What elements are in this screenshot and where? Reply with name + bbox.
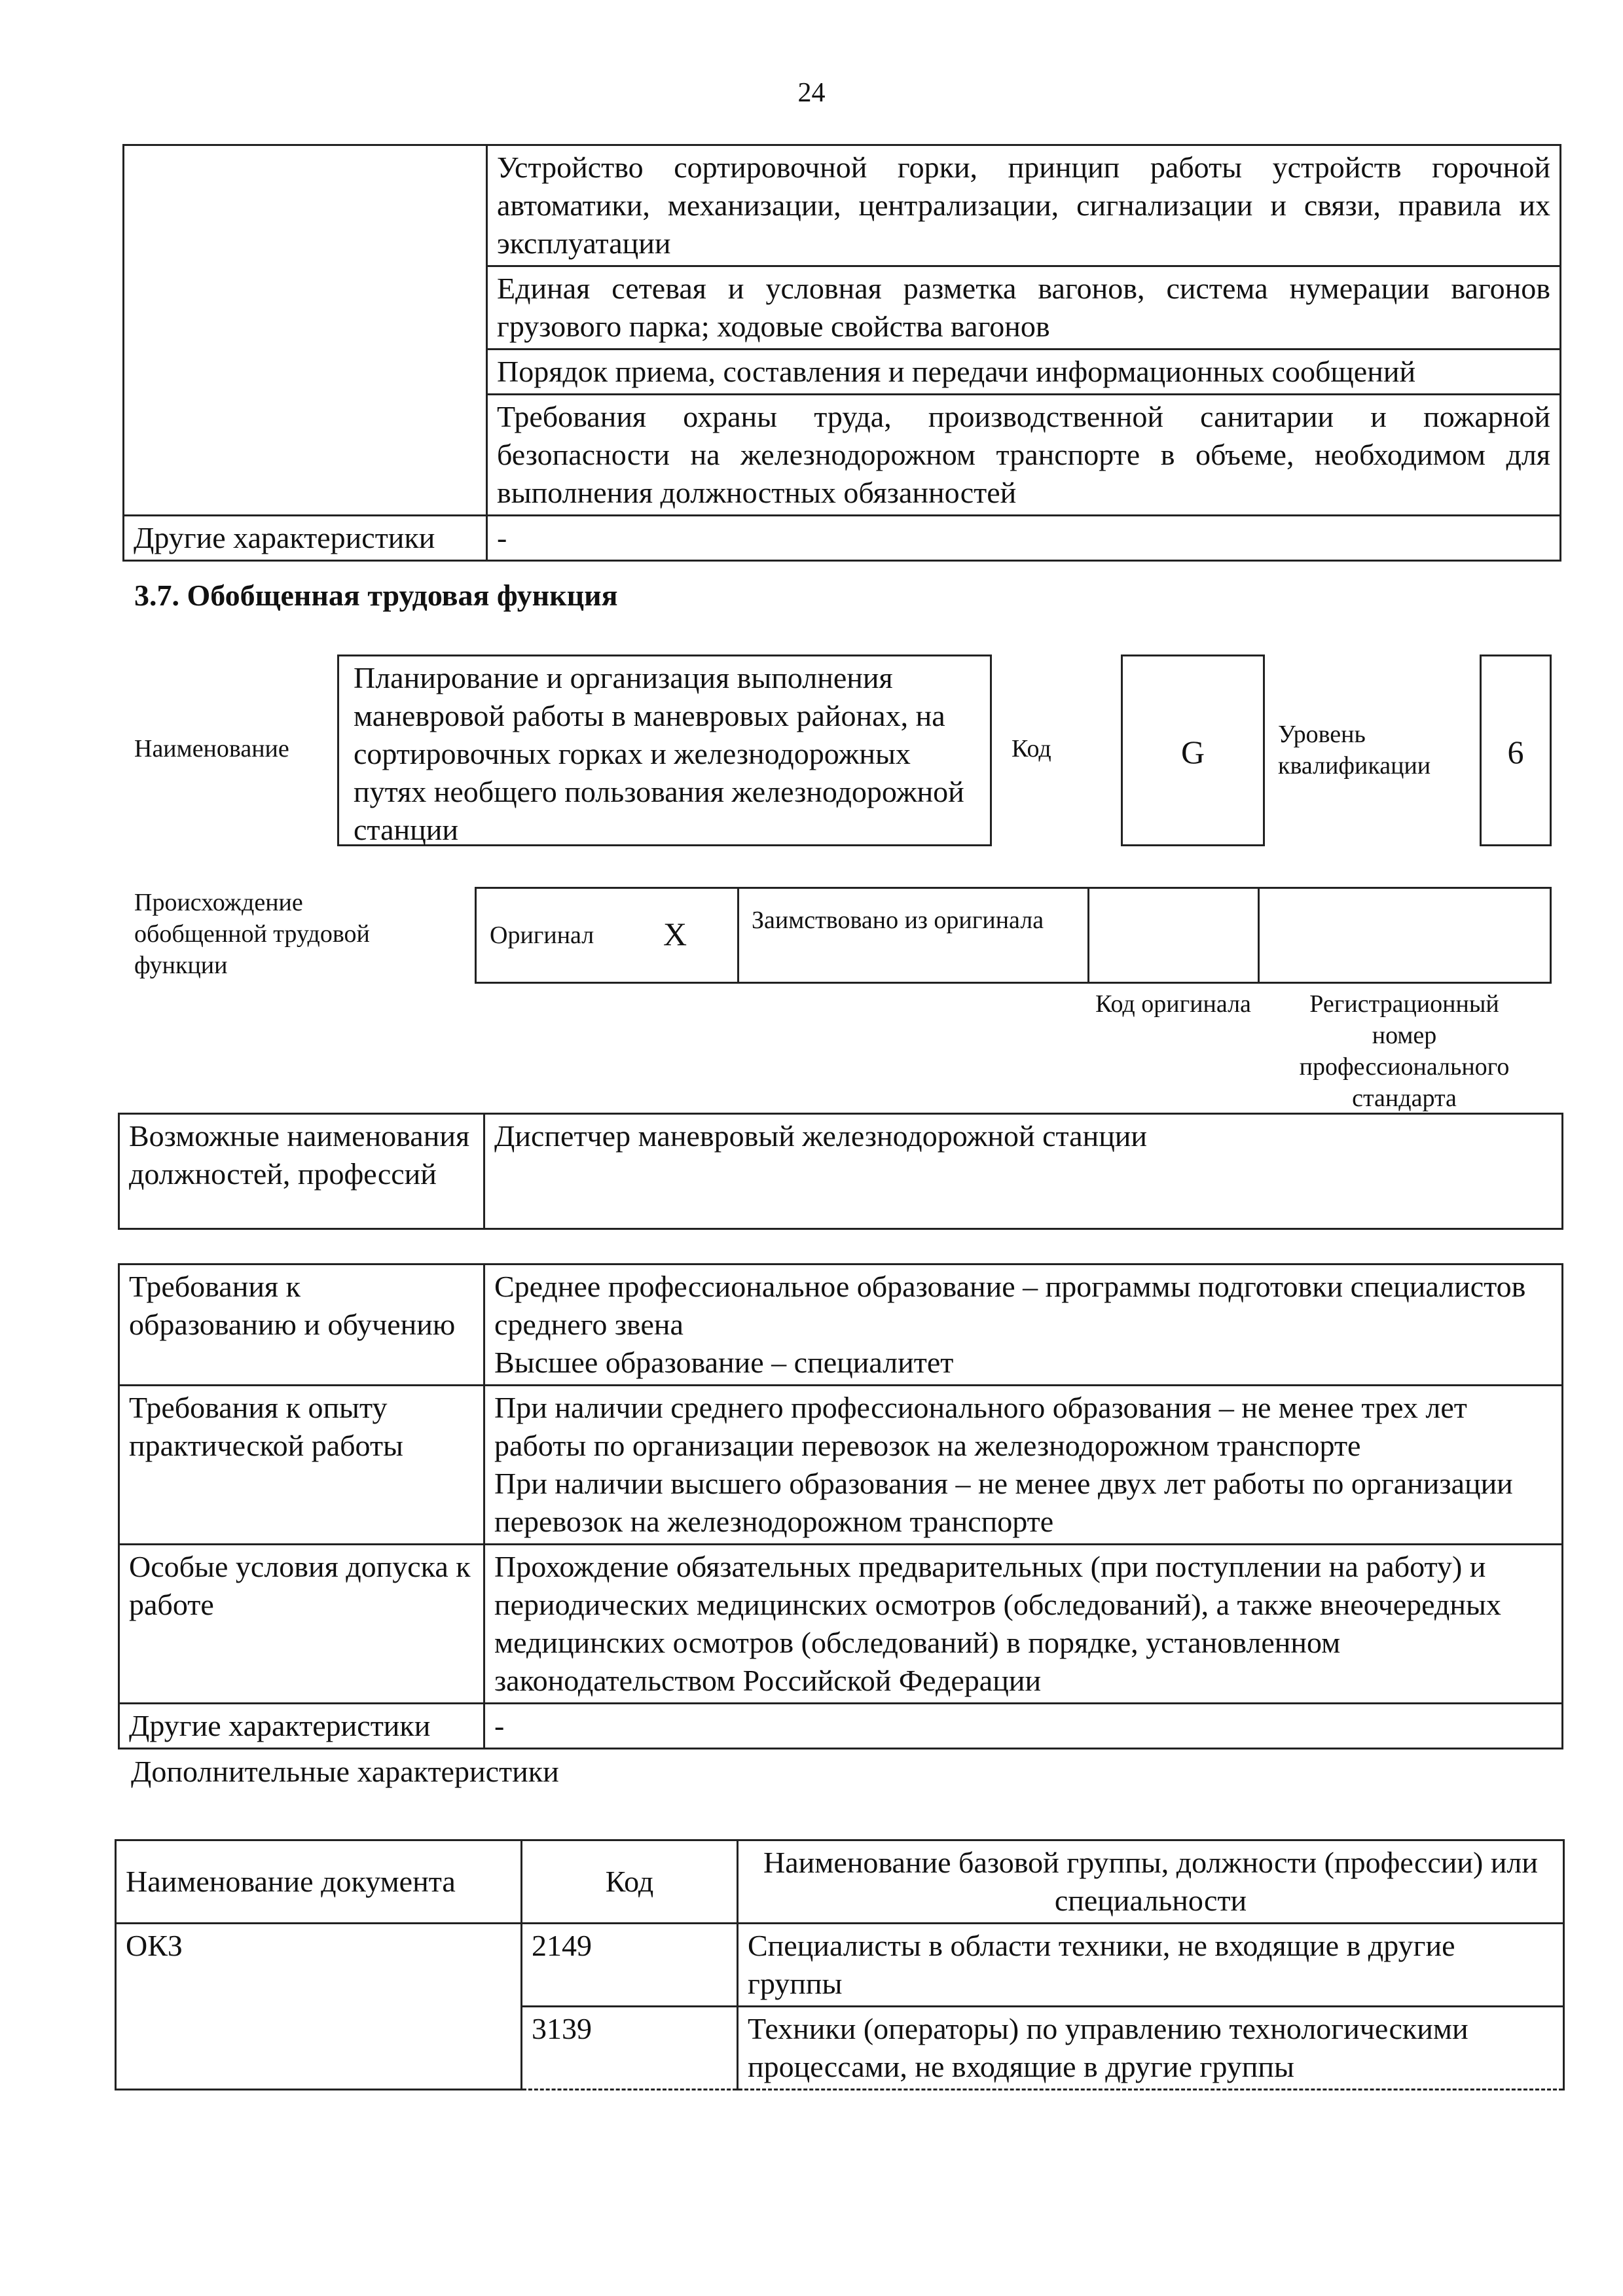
divider bbox=[1258, 889, 1260, 982]
section-title: 3.7. Обобщенная трудовая функция bbox=[134, 579, 618, 612]
positions-table bbox=[118, 1113, 1563, 1230]
code-cell: 3139 bbox=[522, 2007, 738, 2090]
table-row bbox=[119, 1545, 1563, 1704]
table-row bbox=[119, 1386, 1563, 1545]
knowledge-item: Требования охраны труда, производственной санитарии и пожарной безопасности на железнодорожном транспорте в объеме, необходимом для выполнения должностных обязанностей bbox=[487, 395, 1561, 516]
experience-value bbox=[484, 1386, 1563, 1545]
header-doc: Наименование документа bbox=[116, 1840, 522, 1924]
page-number: 24 bbox=[797, 78, 826, 108]
table-row bbox=[124, 145, 1561, 266]
code-label: Код bbox=[1012, 735, 1051, 762]
code-cell: 2149 bbox=[522, 1924, 738, 2007]
education-label: Требования к образованию и обучению bbox=[119, 1265, 484, 1386]
additional-table bbox=[115, 1839, 1565, 2090]
table-row bbox=[119, 1704, 1563, 1749]
other-value: - bbox=[487, 516, 1561, 561]
reg-caption: Регистрационный номер профессионального стандарта bbox=[1299, 990, 1510, 1112]
code-caption: Код оригинала bbox=[1095, 990, 1251, 1018]
requirement-line: При наличии высшего образования – не менее двух лет работы по организации перевозок на железнодорожном транспорте bbox=[494, 1467, 1513, 1538]
requirement-line: - bbox=[494, 1709, 505, 1742]
positions-value: Диспетчер маневровый железнодорожной станции bbox=[484, 1114, 1563, 1229]
empty-cell bbox=[124, 145, 487, 516]
knowledge-item: Устройство сортировочной горки, принцип работы устройств горочной автоматики, механизации, централизации, сигнализации и связи, правила их эксплуатации bbox=[487, 145, 1561, 266]
original-mark: X bbox=[663, 916, 687, 952]
requirement-line: При наличии среднего профессионального образования – не менее трех лет работы по организации перевозок на железнодорожном транспорте bbox=[494, 1391, 1467, 1462]
borrowed-label: Заимствовано из оригинала bbox=[752, 906, 1044, 934]
header-name: Наименование базовой группы, должности (профессии) или специальности bbox=[738, 1840, 1564, 1924]
original-label: Оригинал bbox=[490, 922, 594, 949]
table-row bbox=[116, 1924, 1564, 2007]
table-row bbox=[119, 1265, 1563, 1386]
experience-label: Требования к опыту практической работы bbox=[119, 1386, 484, 1545]
level-label: Уровень квалификации bbox=[1278, 721, 1431, 780]
table-row bbox=[124, 516, 1561, 561]
origin-box bbox=[475, 887, 1552, 984]
table-row bbox=[116, 1840, 1564, 1924]
requirement-line: Высшее образование – специалитет bbox=[494, 1346, 954, 1379]
origin-label: Происхождение обобщенной трудовой функции bbox=[134, 889, 370, 979]
name-label: Наименование bbox=[134, 735, 289, 762]
function-name: Планирование и организация выполнения маневровой работы в маневровых районах, на сортировочных горках и железнодорожных путях необщего пользования железнодорожной станции bbox=[337, 655, 992, 846]
code-value: G bbox=[1121, 655, 1265, 846]
other-value bbox=[484, 1704, 1563, 1749]
original-cell bbox=[477, 889, 739, 982]
divider bbox=[1087, 889, 1089, 982]
header-code: Код bbox=[522, 1840, 738, 1924]
name-cell: Специалисты в области техники, не входящие в другие группы bbox=[738, 1924, 1564, 2007]
additional-title: Дополнительные характеристики bbox=[131, 1755, 559, 1788]
name-cell: Техники (операторы) по управлению технологическими процессами, не входящие в другие группы bbox=[738, 2007, 1564, 2090]
requirement-line: Прохождение обязательных предварительных (при поступлении на работу) и периодических медицинских осмотров (обследований), а также внеочередных медицинских осмотров (обследований) в порядке, установленном законодательством Российской Федерации bbox=[494, 1550, 1501, 1697]
level-value: 6 bbox=[1480, 655, 1552, 846]
other-label: Другие характеристики bbox=[119, 1704, 484, 1749]
positions-label: Возможные наименования должностей, профессий bbox=[119, 1114, 484, 1229]
doc-cell: ОКЗ bbox=[116, 1924, 522, 2090]
knowledge-table bbox=[122, 144, 1561, 562]
education-value bbox=[484, 1265, 1563, 1386]
requirement-line: Среднее профессиональное образование – программы подготовки специалистов среднего звена bbox=[494, 1270, 1526, 1341]
conditions-value bbox=[484, 1545, 1563, 1704]
knowledge-item: Порядок приема, составления и передачи информационных сообщений bbox=[487, 350, 1561, 395]
requirements-table bbox=[118, 1263, 1563, 1749]
other-label: Другие характеристики bbox=[124, 516, 487, 561]
conditions-label: Особые условия допуска к работе bbox=[119, 1545, 484, 1704]
table-row bbox=[119, 1114, 1563, 1229]
knowledge-item: Единая сетевая и условная разметка вагонов, система нумерации вагонов грузового парка; ходовые свойства вагонов bbox=[487, 266, 1561, 350]
